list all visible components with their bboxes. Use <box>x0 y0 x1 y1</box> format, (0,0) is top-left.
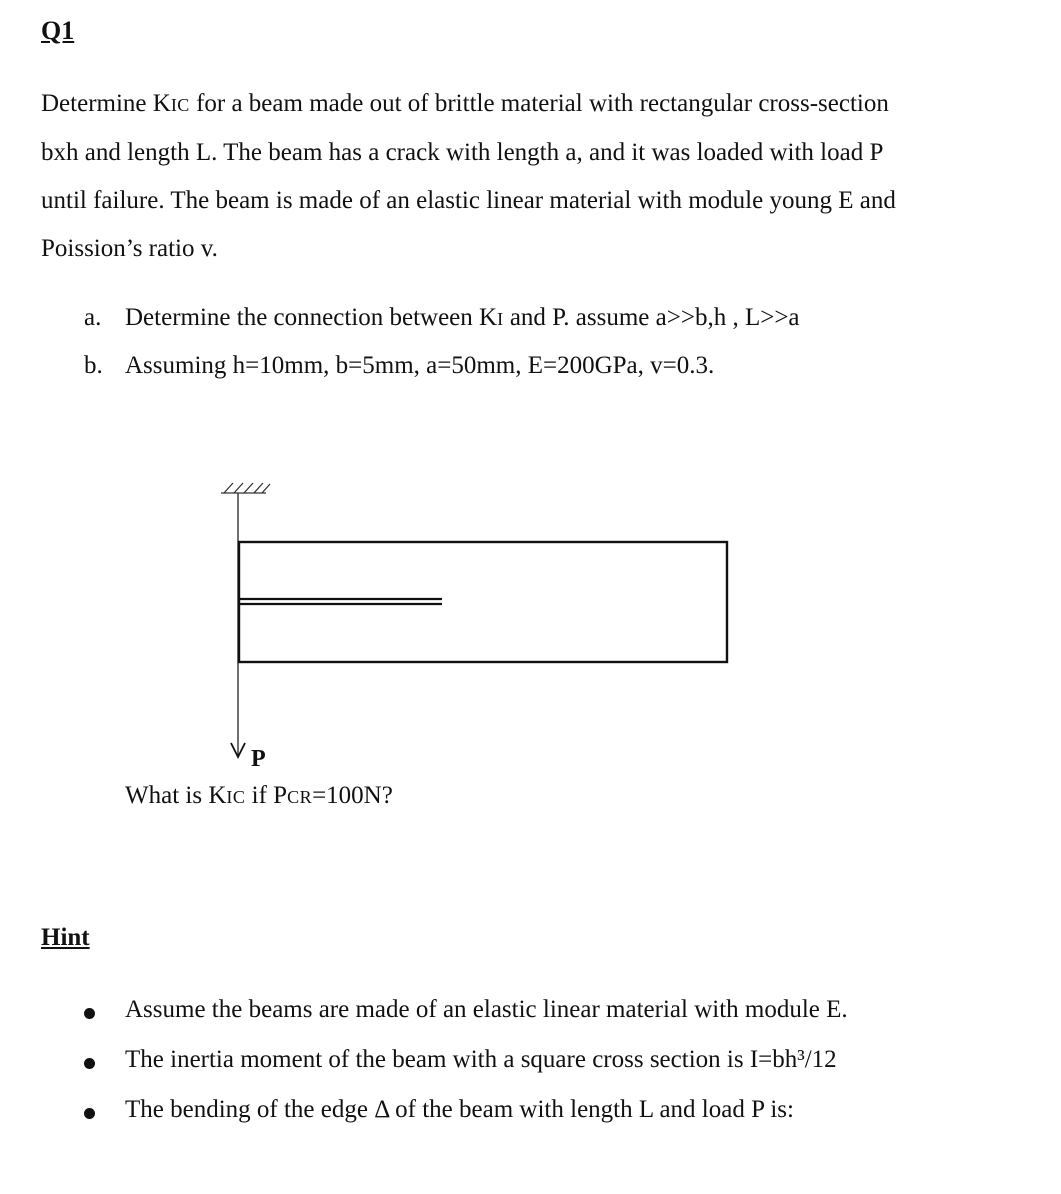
intro-line: until failure. The beam is made of an elastic linear material with module young E and <box>41 187 896 214</box>
intro-line: Poission’s ratio v. <box>41 235 218 262</box>
hint-item: The inertia moment of the beam with a square cross section is I=bh³/12 <box>125 1046 837 1073</box>
load-label: P <box>251 746 266 772</box>
intro-line: bxh and length L. The beam has a crack with length a, and it was loaded with load P <box>41 139 884 166</box>
beam-body <box>239 542 727 662</box>
bullet-icon <box>84 1108 95 1119</box>
subscript-text: IC <box>226 787 246 807</box>
subscript-text: CR <box>287 787 313 807</box>
hint-title: Hint <box>41 924 90 951</box>
bullet-icon <box>84 1058 95 1069</box>
fixed-support-hatch <box>221 483 270 493</box>
list-item-text: Assuming h=10mm, b=5mm, a=50mm, E=200GPa, v=0.3. <box>125 352 715 379</box>
list-marker: a. <box>84 304 102 331</box>
bullet-icon <box>84 1008 95 1019</box>
hint-item: The bending of the edge Δ of the beam with length L and load P is: <box>125 1096 794 1123</box>
subscript-text: I <box>497 309 504 329</box>
list-marker: b. <box>84 352 103 379</box>
list-item-text: Determine the connection between KI and P. assume a>>b,h , L>>a <box>125 304 800 331</box>
question-title: Q1 <box>41 16 75 45</box>
subscript-text: IC <box>170 95 190 115</box>
follow-up-question: What is KIC if PCR=100N? <box>125 782 393 809</box>
intro-line: Determine KIC for a beam made out of brittle material with rectangular cross-section <box>41 90 889 117</box>
hint-item: Assume the beams are made of an elastic linear material with module E. <box>125 996 848 1023</box>
